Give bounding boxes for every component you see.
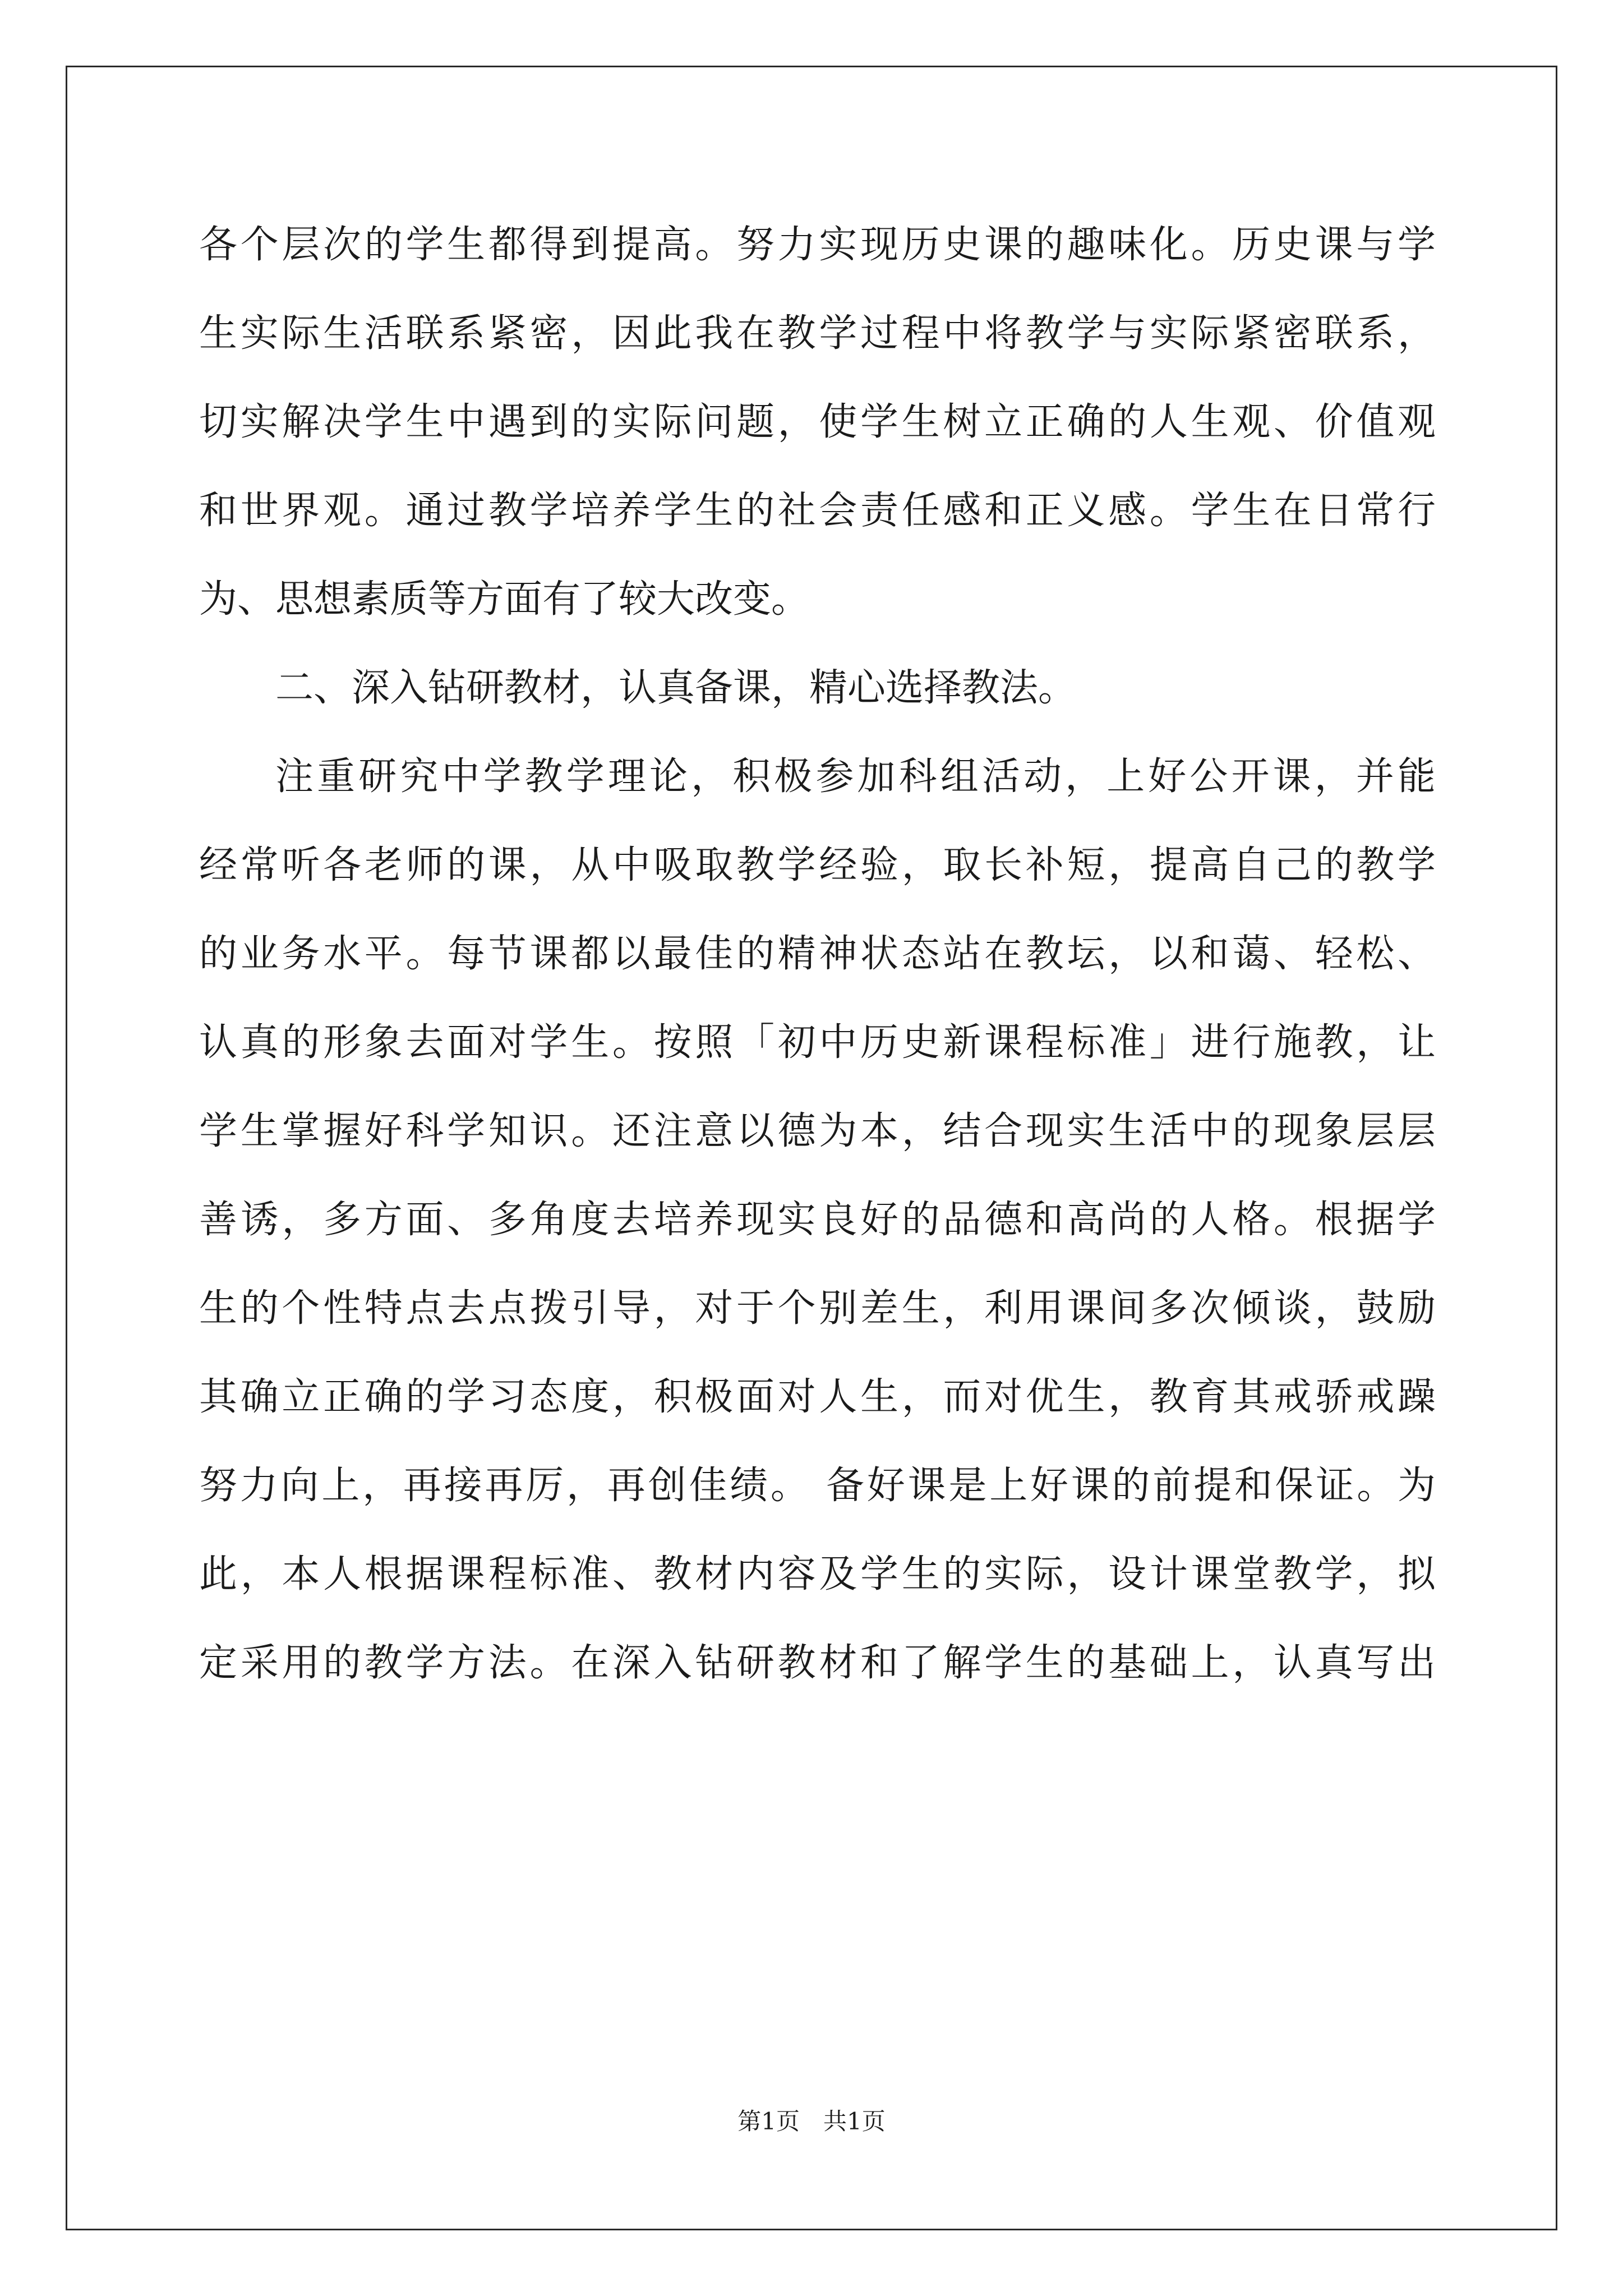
text-line: 认真的形象去面对学生。按照「初中历史新课程标准」进行施教，让	[199, 1020, 1436, 1065]
text-line: 定采用的教学方法。在深入钻研教材和了解学生的基础上，认真写出	[199, 1641, 1436, 1685]
text-line: 切实解决学生中遇到的实际问题，使学生树立正确的人生观、价值观	[199, 400, 1436, 444]
text-line: 生的个性特点去点拨引导，对于个别差生，利用课间多次倾谈，鼓励	[199, 1286, 1436, 1331]
document-body	[199, 201, 1436, 1708]
page-footer: 第1页 共1页	[737, 2108, 886, 2135]
text-line: 生实际生活联系紧密，因此我在教学过程中将教学与实际紧密联系，	[199, 311, 1436, 356]
text-line: 经常听各老师的课，从中吸取教学经验，取长补短，提高自己的教学	[199, 843, 1436, 887]
text-line: 为、思想素质等方面有了较大改变。	[199, 577, 810, 622]
text-line: 二、深入钻研教材，认真备课，精心选择教法。	[275, 666, 1077, 710]
text-line: 其确立正确的学习态度，积极面对人生，而对优生，教育其戒骄戒躁	[199, 1375, 1436, 1419]
text-line: 此，本人根据课程标准、教材内容及学生的实际，设计课堂教学，拟	[199, 1552, 1436, 1596]
text-line: 善诱，多方面、多角度去培养现实良好的品德和高尚的人格。根据学	[199, 1198, 1436, 1242]
text-line: 努力向上，再接再厉，再创佳绩。 备好课是上好课的前提和保证。为	[199, 1464, 1436, 1508]
text-line: 各个层次的学生都得到提高。努力实现历史课的趣味化。历史课与学	[199, 223, 1436, 267]
text-line: 和世界观。通过教学培养学生的社会责任感和正义感。学生在日常行	[199, 489, 1436, 533]
text-line: 的业务水平。每节课都以最佳的精神状态站在教坛，以和蔼、轻松、	[199, 932, 1436, 976]
text-line: 注重研究中学教学理论，积极参加科组活动，上好公开课，并能	[275, 754, 1436, 799]
text-line: 学生掌握好科学知识。还注意以德为本，结合现实生活中的现象层层	[199, 1109, 1436, 1153]
